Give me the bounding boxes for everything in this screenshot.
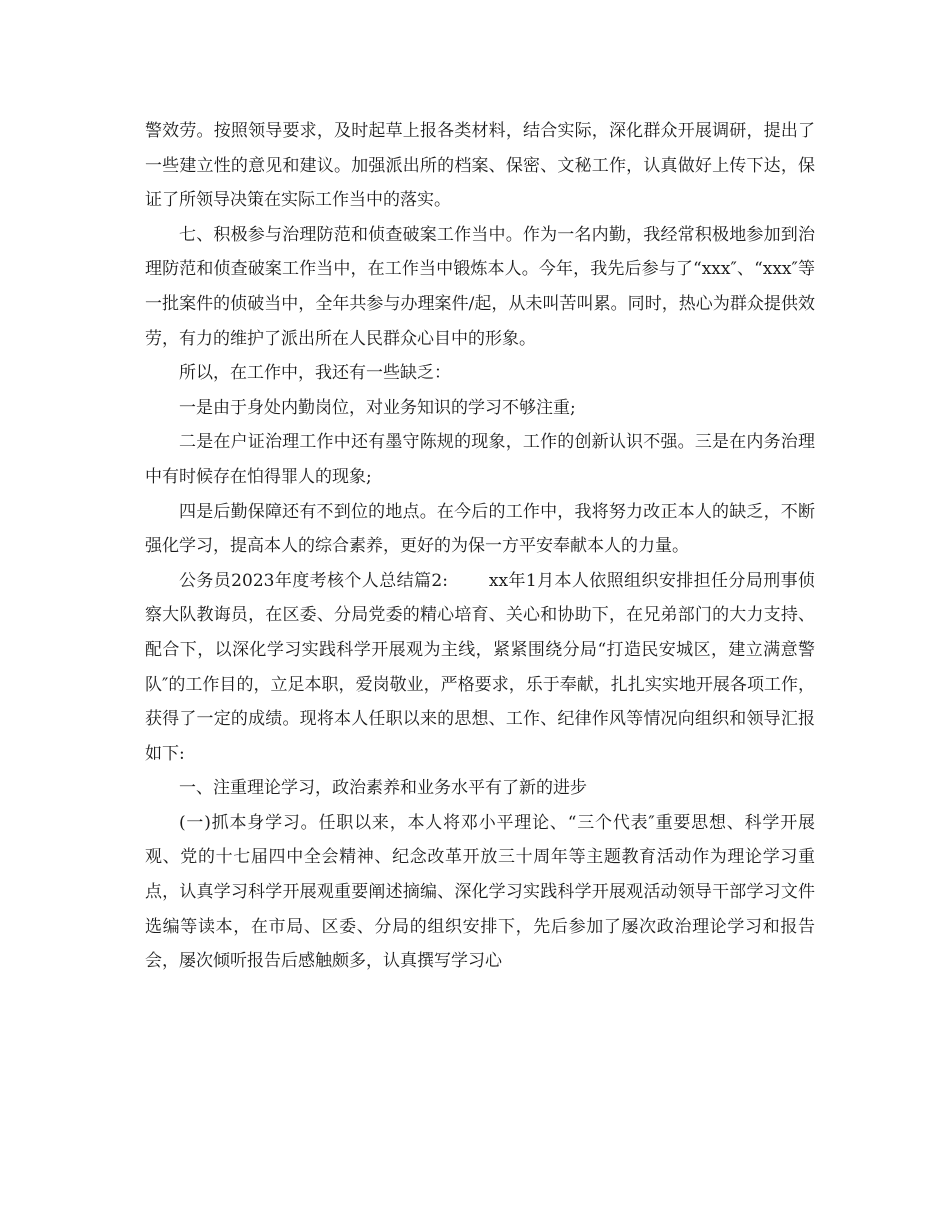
paragraph-3: 所以，在工作中，我还有一些缺乏： xyxy=(179,363,451,384)
paragraph-7: 公务员2023年度考核个人总结篇2: xx年1月本人依照组织安排担任分局刑事侦察大队教诲员，在区委、分局党委的精心培育、关心和协助下，在兄弟部门的大力支持、配合下，以深化学习实践科学开展观为主线，紧紧围绕分局“打造民安城区，建立满意警队″的工作目的，立足本职，爱岗敬业，严格要求，乐于奉献，扎扎实实地开展各项工作，获得了一定的成绩。现将本人任职以来的思想、工作、纪律作风等情况向组织和领导汇报如下: xyxy=(145,570,815,764)
paragraph-6: 四是后勤保障还有不到位的地点。在今后的工作中，我将努力改正本人的缺乏，不断强化学习，提高本人的综合素养，更好的为保一方平安奉献本人的力量。 xyxy=(145,501,815,557)
document-body xyxy=(145,114,815,979)
paragraph-4: 一是由于身处内勤岗位，对业务知识的学习不够注重; xyxy=(179,397,576,418)
paragraph-1: 警效劳。按照领导要求，及时起草上报各类材料，结合实际，深化群众开展调研，提出了一些建立性的意见和建议。加强派出所的档案、保密、文秘工作，认真做好上传下达，保证了所领导决策在实际工作当中的落实。 xyxy=(145,121,815,211)
paragraph-8: 一、注重理论学习，政治素养和业务水平有了新的进步 xyxy=(179,778,587,799)
paragraph-2: 七、积极参与治理防范和侦查破案工作当中。作为一名内勤，我经常积极地参加到治理防范和侦查破案工作当中，在工作当中锻炼本人。今年，我先后参与了“xxx″、“xxx″等一批案件的侦破当中，全年共参与办理案件/起，从未叫苦叫累。同时，热心为群众提供效劳，有力的维护了派出所在人民群众心目中的形象。 xyxy=(145,224,815,349)
paragraph-9: (一)抓本身学习。任职以来，本人将邓小平理论、“三个代表″重要思想、科学开展观、党的十七届四中全会精神、纪念改革开放三十周年等主题教育活动作为理论学习重点，认真学习科学开展观重要阐述摘编、深化学习实践科学开展观活动领导干部学习文件选编等读本，在市局、区委、分局的组织安排下，先后参加了屡次政治理论学习和报告会，屡次倾听报告后感触颇多，认真撰写学习心 xyxy=(145,812,815,972)
paragraph-5: 二是在户证治理工作中还有墨守陈规的现象，工作的创新认识不强。三是在内务治理中有时候存在怕得罪人的现象; xyxy=(145,432,815,487)
